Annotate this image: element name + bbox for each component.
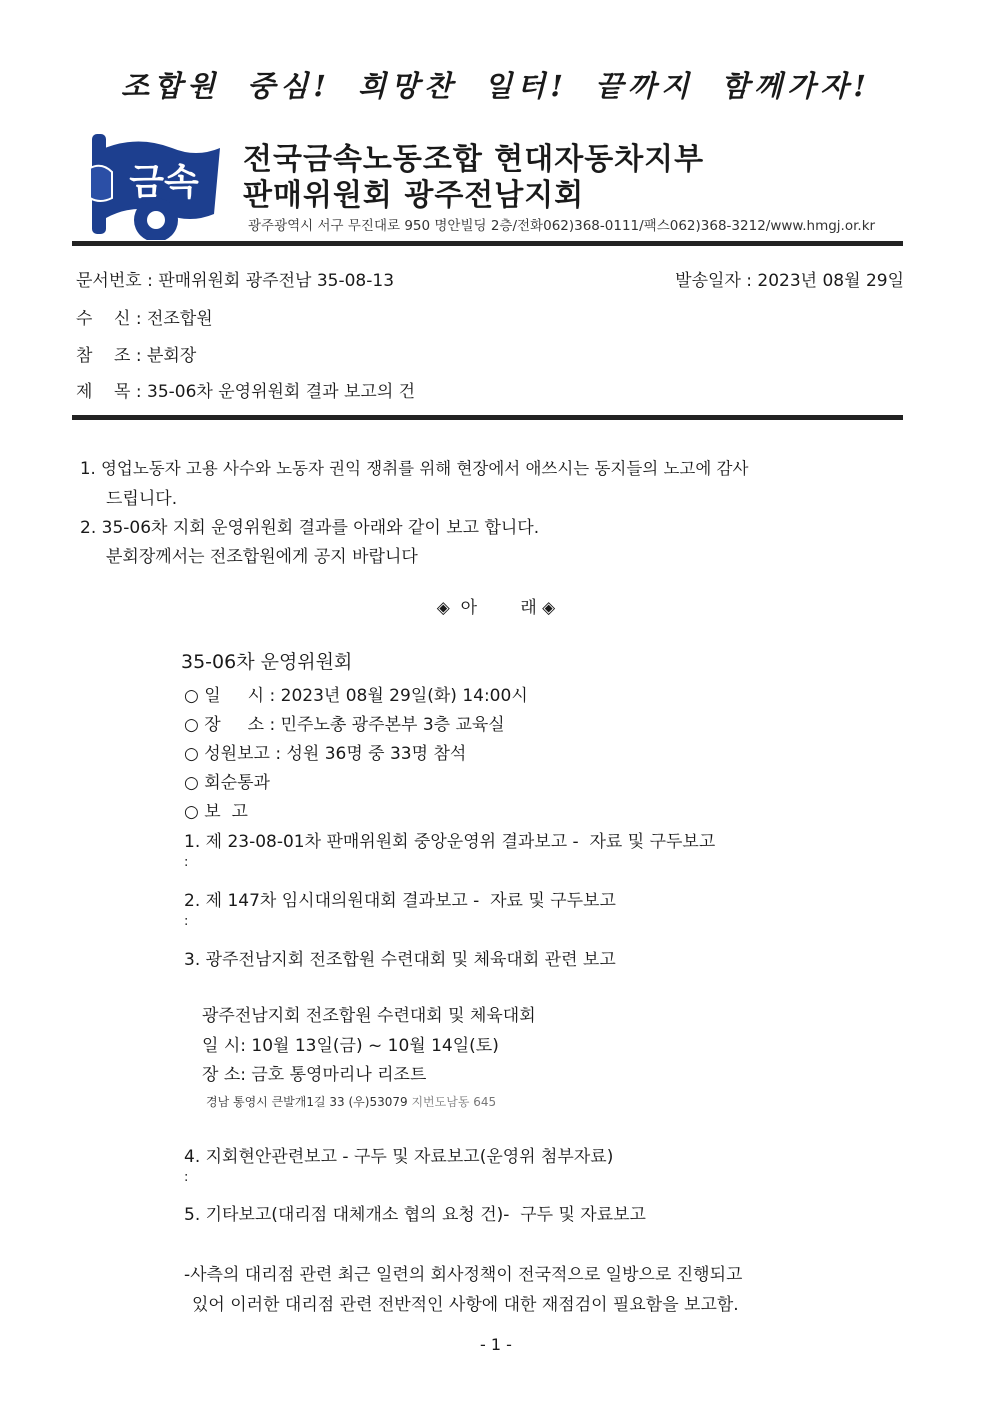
event-title: 광주전남지회 전조합원 수련대회 및 체육대회 [202,1006,536,1026]
report-item-4-note: : [184,1170,189,1185]
closing-note-line2: 있어 이러한 대리점 관련 전반적인 사항에 대한 재점검이 필요함을 보고함. [192,1295,739,1315]
closing-note-line1: -사측의 대리점 관련 최근 일련의 회사정책이 전국적으로 일방으로 진행되고 [184,1265,743,1285]
report-item-1-note: : [184,855,189,870]
doc-number-row [76,266,394,291]
subject-row [76,377,415,402]
report-item-3: 3. 광주전남지회 전조합원 수련대회 및 체육대회 관련 보고 [184,950,616,970]
send-date: 발송일자 : 2023년 08월 29일 [675,271,904,291]
union-logo [86,128,224,240]
meeting-place: ○ 장 소 : 민주노총 광주본부 3층 교육실 [184,715,505,735]
event-place: 장 소: 금호 통영마리나 리조트 [202,1065,427,1085]
doc-number-label: 문서번호 : [76,271,159,291]
meeting-minutes: ○ 회순통과 [184,773,270,793]
paragraph-1-line1: 1. 영업노동자 고용 사수와 노동자 권익 쟁취를 위해 현장에서 애쓰시는 동지들의 노고에 감사 [80,459,749,478]
recipient: 전조합원 [147,309,213,329]
header-divider [72,241,903,246]
event-date: 일 시: 10월 13일(금) ~ 10월 14일(토) [202,1036,499,1056]
org-address: 광주광역시 서구 무진대로 950 명안빌딩 2층/전화062)368-0111/팩스062)368-3212/www.hmgj.or.kr [248,218,876,234]
slogan: 조합원 중심! 희망찬 일터! 끝까지 함께가자! [121,69,871,103]
meta-divider [72,415,903,420]
org-name-line1: 전국금속노동조합 현대자동차지부 [243,142,705,177]
event-address-old: 지번도남동 645 [411,1095,497,1109]
meeting-title: 35-06차 운영위원회 [181,651,353,673]
recipient-label: 수 신 : [76,309,147,329]
event-address-road: 경남 통영시 큰발개1길 33 (우)53079 [206,1095,408,1109]
paragraph-2-line1: 2. 35-06차 지회 운영위원회 결과를 아래와 같이 보고 합니다. [80,518,540,538]
below-heading: ◈ 아 래 ◈ [436,598,556,618]
report-item-2-note: : [184,914,189,929]
subject-label: 제 목 : [76,382,147,402]
meeting-attendance: ○ 성원보고 : 성원 36명 중 33명 참석 [184,744,467,764]
subject: 35-06차 운영위원회 결과 보고의 건 [147,382,416,402]
recipient-row [76,304,213,329]
org-name-line2: 판매위원회 광주전남지회 [243,178,585,213]
page-number: - 1 - [480,1335,512,1354]
event-address [206,1093,496,1110]
paragraph-2-line2: 분회장께서는 전조합원에게 공지 바랍니다 [106,547,418,567]
meeting-report-heading: ○ 보 고 [184,802,248,822]
cc-label: 참 조 : [76,346,147,366]
report-item-5: 5. 기타보고(대리점 대체개소 협의 요청 건)- 구두 및 자료보고 [184,1205,646,1225]
report-item-4: 4. 지회현안관련보고 - 구두 및 자료보고(운영위 첨부자료) [184,1147,614,1167]
doc-number: 판매위원회 광주전남 35-08-13 [158,271,395,291]
paragraph-1-line2: 드립니다. [106,489,178,509]
cc: 분회장 [147,346,197,366]
report-item-2: 2. 제 147차 임시대의원대회 결과보고 - 자료 및 구두보고 [184,891,616,911]
meeting-datetime: ○ 일 시 : 2023년 08월 29일(화) 14:00시 [184,686,528,706]
report-item-1: 1. 제 23-08-01차 판매위원회 중앙운영위 결과보고 - 자료 및 구두보고 [184,832,716,852]
cc-row [76,341,196,366]
logo-text: 금속 [129,162,199,203]
